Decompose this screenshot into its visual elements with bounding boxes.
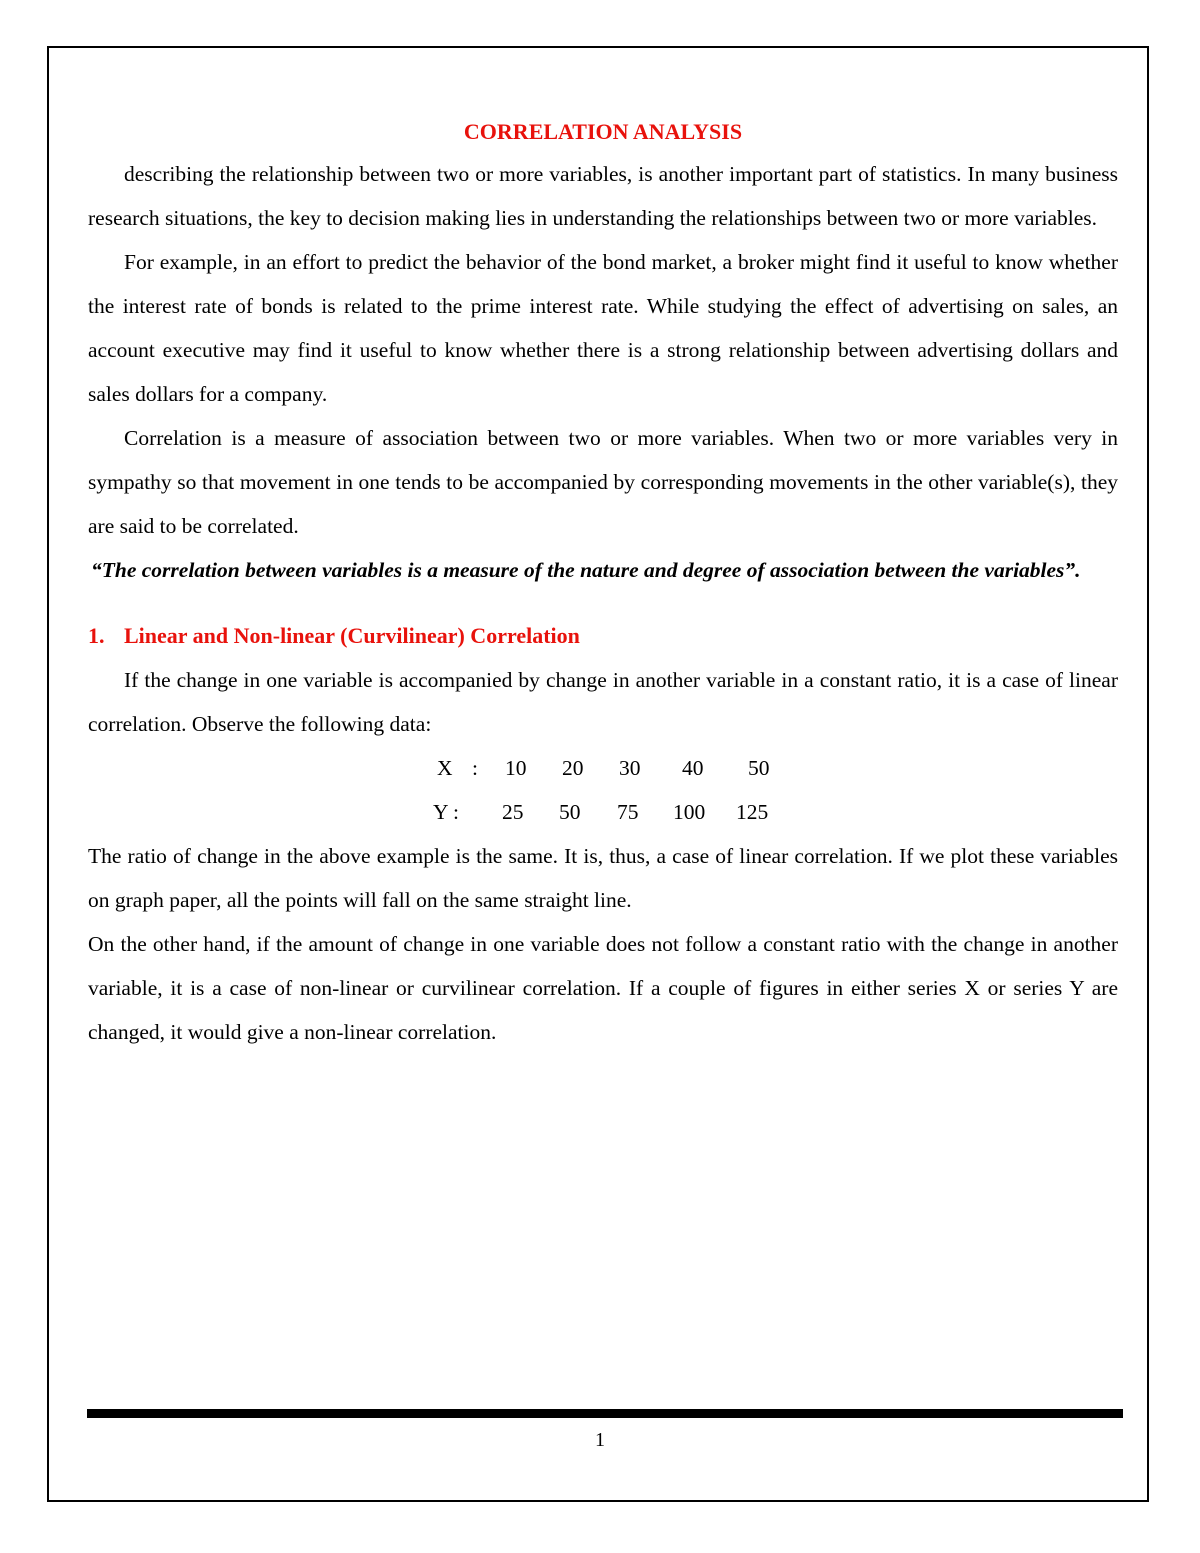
y-value: 75 — [617, 800, 639, 824]
nonlinear-paragraph: On the other hand, if the amount of change in one variable does not follow a constant ratio with the change in another variable, it is a case of non-linear or curvilinear correlation. If a couple of figures in either series X or series Y are changed, it would give a non-linear correlation. — [88, 932, 1118, 1044]
definition-paragraph: Correlation is a measure of association between two or more variables. When two or more variables very in sympathy so that movement in one tends to be accompanied by corresponding movements in the other variable(s), they are said to be correlated. — [88, 426, 1118, 538]
page-number: 1 — [595, 1429, 605, 1451]
y-separator: : — [453, 800, 459, 824]
x-value: 50 — [748, 756, 770, 780]
x-label: X — [437, 756, 453, 780]
intro-paragraph: describing the relationship between two or more variables, is another important part of statistics. In many business research situations, the key to decision making lies in understanding the relationships between two or more variables. — [88, 162, 1118, 230]
x-value: 20 — [562, 756, 584, 780]
y-label: Y — [433, 800, 449, 824]
x-value: 10 — [505, 756, 527, 780]
section-heading-linear — [88, 614, 1118, 658]
section-number: 1. — [88, 623, 105, 648]
data-row-x — [88, 746, 1118, 790]
linear-conclusion-paragraph: The ratio of change in the above example is the same. It is, thus, a case of linear correlation. If we plot these variables on graph paper, all the points will fall on the same straight line. — [88, 844, 1118, 912]
page-title: CORRELATION ANALYSIS — [463, 119, 743, 144]
y-value: 100 — [673, 800, 706, 824]
definition-quote: “The correlation between variables is a measure of the nature and degree of association between the variables”. — [91, 558, 1081, 582]
x-value: 40 — [682, 756, 704, 780]
data-row-y — [88, 790, 1118, 834]
linear-intro-paragraph: If the change in one variable is accompanied by change in another variable in a constant ratio, it is a case of linear correlation. Observe the following data: — [88, 668, 1118, 736]
x-value: 30 — [619, 756, 641, 780]
section-title: Linear and Non-linear (Curvilinear) Correlation — [124, 623, 580, 648]
document-body — [88, 112, 1118, 1054]
footer-rule — [87, 1409, 1123, 1418]
x-separator: : — [472, 756, 478, 780]
y-value: 50 — [559, 800, 581, 824]
y-value: 125 — [736, 800, 769, 824]
example-paragraph: For example, in an effort to predict the behavior of the bond market, a broker might find it useful to know whether the interest rate of bonds is related to the prime interest rate. While studying the effect of advertising on sales, an account executive may find it useful to know whether there is a strong relationship between advertising dollars and sales dollars for a company. — [88, 250, 1118, 406]
y-value: 25 — [502, 800, 524, 824]
